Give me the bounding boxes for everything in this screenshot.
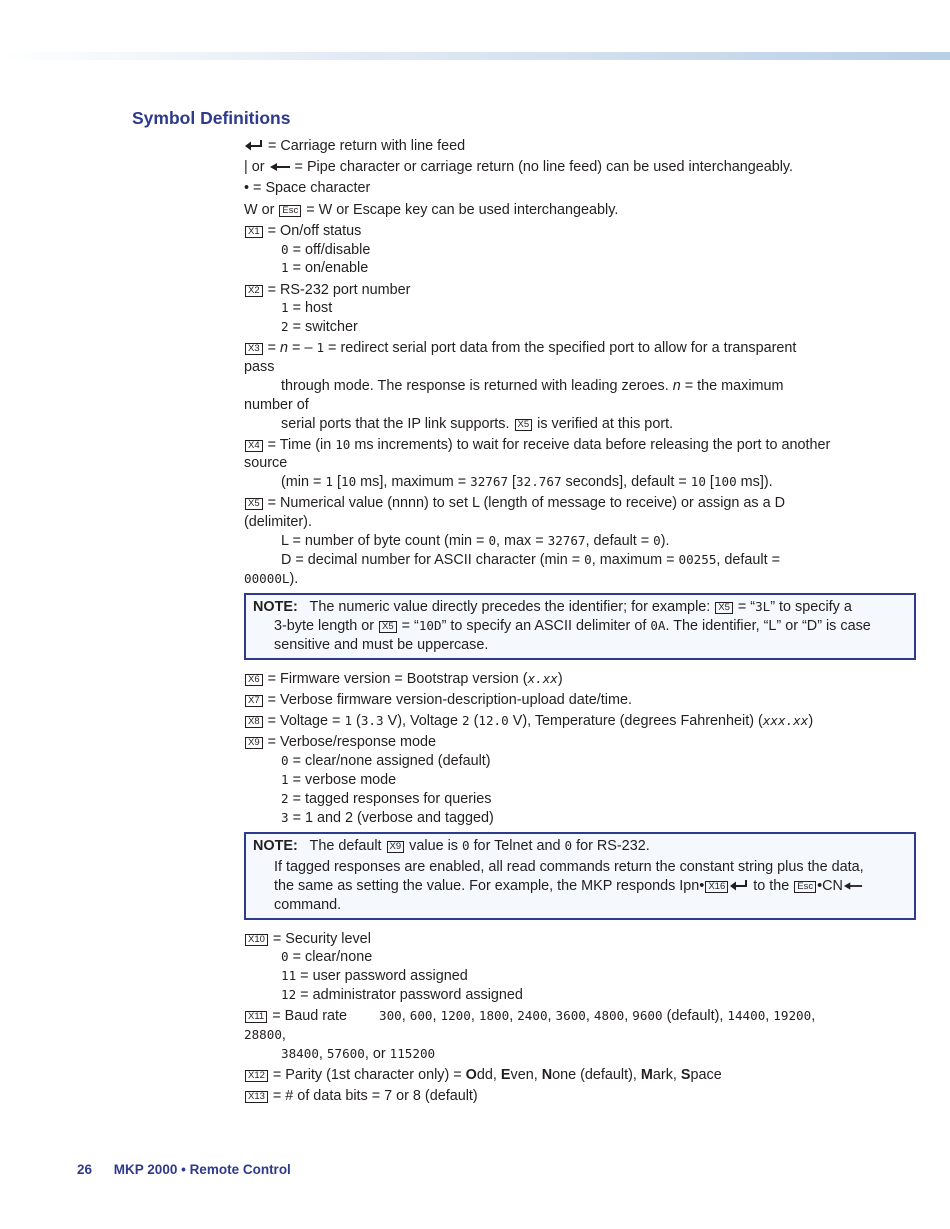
x4-key: X4 — [245, 440, 263, 452]
x9-option: 0 = clear/none assigned (default) — [281, 753, 491, 770]
footer-title: MKP 2000 • Remote Control — [113, 1162, 291, 1177]
x13-key: X13 — [245, 1091, 268, 1103]
def-x4: X4 = Time (in 10 ms increments) to wait for receive data before releasing the port to another — [244, 436, 918, 455]
def-x2 — [244, 281, 918, 300]
def-x7: X7 = Verbose firmware version-description-upload date/time. — [244, 691, 918, 710]
def-escape — [244, 201, 918, 220]
carriage-return-arrow-icon — [729, 879, 749, 891]
x5-key: X5 — [245, 498, 263, 510]
x9-key: X9 — [245, 737, 263, 749]
x8-key: X8 — [245, 716, 263, 728]
esc-key-icon: Esc — [279, 205, 301, 217]
def-text: = RS-232 port number — [267, 281, 411, 298]
def-text: = On/off status — [267, 222, 362, 239]
x16-key: X16 — [705, 881, 728, 893]
bullet-symbol: • — [244, 180, 250, 197]
x10-key: X10 — [245, 934, 268, 946]
def-text: = Pipe character or carriage return (no line feed) can be used interchangeably. — [294, 159, 794, 176]
def-text: = W or Escape key can be used interchangeably. — [306, 201, 619, 218]
x9-option: 2 = tagged responses for queries — [281, 790, 492, 807]
def-x12: X12 = Parity (1st character only) = Odd, Even, None (default), Mark, Space — [244, 1066, 918, 1085]
x5-key: X5 — [379, 621, 397, 633]
pipe-symbol: | — [244, 159, 248, 176]
def-x9: X9 = Verbose/response mode — [244, 733, 918, 752]
note-label: NOTE: — [253, 599, 298, 616]
def-space — [244, 179, 918, 198]
def-text: = Space character — [253, 180, 371, 197]
page-number: 26 — [77, 1162, 93, 1177]
x5-key: X5 — [515, 419, 533, 431]
x9-option: 1 = verbose mode — [281, 772, 397, 788]
note-box: NOTE: The default X9 value is 0 for Telnet and 0 for RS-232. If tagged responses are enabled, all read commands return the constant string plus the data, the same as setting the value. For example, the MKP responds Ipn• X16 to the Esc •CN command. — [244, 832, 916, 919]
x1-option: 0 = off/disable — [281, 241, 371, 258]
or-text: or — [251, 159, 265, 176]
def-x8: X8 = Voltage = 1 (3.3 V), Voltage 2 (12.0 V), Temperature (degrees Fahrenheit) (xxx.xx) — [244, 712, 918, 731]
x10-option: 11 = user password assigned — [281, 968, 468, 985]
esc-key-icon: Esc — [794, 881, 816, 893]
def-x6: X6 = Firmware version = Bootstrap version (x.xx) — [244, 670, 918, 689]
w-or-text: W or — [244, 201, 275, 218]
x2-option: 1 = host — [281, 300, 333, 317]
x2-option: 2 = switcher — [281, 319, 358, 336]
page-footer — [77, 1162, 291, 1177]
note-box: NOTE: The numeric value directly precedes the identifier; for example: X5 = “3L” to specify a 3-byte length or X5 = “10D” to specify an ASCII delimiter of 0A. The identifier, “L” or “D” is case sensitive and must be uppercase. — [244, 593, 916, 659]
def-x13: X13 = # of data bits = 7 or 8 (default) — [244, 1087, 918, 1106]
def-carriage-return — [244, 137, 918, 156]
carriage-return-arrow-icon — [244, 139, 264, 151]
x2-key: X2 — [245, 285, 263, 297]
def-x11: X11 = Baud rate 300, 600, 1200, 1800, 2400, 3600, 4800, 9600 (default), 14400, 19200, — [244, 1007, 918, 1026]
x1-option: 1 = on/enable — [281, 260, 369, 277]
x11-key: X11 — [245, 1011, 267, 1023]
header-gradient-bar — [0, 52, 950, 60]
left-arrow-icon — [843, 881, 863, 891]
def-x3: X3 = n = – 1 = redirect serial port data from the specified port to allow for a transparent — [244, 339, 918, 358]
def-x10: X10 = Security level — [244, 930, 918, 949]
x7-key: X7 — [245, 695, 263, 707]
def-x1 — [244, 222, 918, 241]
x3-key: X3 — [245, 343, 263, 355]
note-label: NOTE: — [253, 838, 298, 855]
x9-option: 3 = 1 and 2 (verbose and tagged) — [281, 809, 494, 826]
x9-key: X9 — [387, 841, 405, 853]
x6-key: X6 — [245, 674, 263, 686]
x1-key: X1 — [245, 226, 263, 238]
x12-key: X12 — [245, 1070, 268, 1082]
left-arrow-icon — [269, 162, 291, 172]
x5-key: X5 — [715, 602, 733, 614]
def-pipe — [244, 158, 918, 177]
def-x5: X5 = Numerical value (nnnn) to set L (length of message to receive) or assign as a D — [244, 494, 918, 513]
x10-option: 12 = administrator password assigned — [281, 986, 523, 1003]
symbol-definitions: = Carriage return with line feed | or = Pipe character or carriage return (no line feed) can be used interchangeably. • = Space character W or Esc = W or Escape key can be used interchangeably. X1 = On/off status 0 = off/disable 1 = on/enable X2 = RS-232 port number 1 = host 2 = switcher X3 = n = – 1 = redirect serial port data from the specified port to allow for a transparent pass through mode. The response is returned with leading zeroes. n = the maximum number of serial ports that the IP link supports. X5 is verified at this port. X4 = Time (in 10 ms increments) to wait for receive data before releasing the port to another source (min = 1 [10 ms], maximum = 32767 [32.767 seconds], default = 10 [100 ms]). X5 = Numerical value (nnnn) to set L (length of message to receive) or assign as a D (delimiter). L = number of byte count (min = 0, max = 32767, default = 0). D = decimal number for ASCII character (min = 0, maximum = 00255, default = 00000L). NOTE: The numeric value directly precedes the identifier; for example: X5 = “3L” to specify a 3-byte length or X5 = “10D” to specify an ASCII delimiter of 0A. The identifier, “L” or “D” is case sensitive and must be uppercase. X6 = Firmware version = Bootstrap version (x.xx) X7 = Verbose firmware version-description-upload date/time. X8 = Voltage = 1 (3.3 V), Voltage 2 (12.0 V), Temperature (degrees Fahrenheit) (xxx.xx) X9 = Verbose/response mode 0 = clear/none assigned (default) 1 = verbose mode 2 = tagged responses for queries 3 = 1 and 2 (verbose and tagged) NOTE: The default X9 value is 0 for Telnet and 0 for RS-232. If tagged responses are enabled, all read commands return the constant string plus the data, the same as setting the value. For example, the MKP responds Ipn• X16 to the Esc •CN command. X10 = Security level 0 = clear/none 11 = user password assigned 12 = administrator password assigned X11 = Baud rate 300, 600, 1200, 1800, 2400, 3600, 4800, 9600 (default), 14400, 19200, 28800, 38400, 57600, or 115200 X12 = Parity (1st character only) = Odd, Even, None (default), Mark, Space X13 = # of data bits = 7 or 8 (default) — [244, 137, 918, 1106]
section-title: Symbol Definitions — [132, 108, 291, 128]
x10-option: 0 = clear/none — [281, 949, 373, 966]
def-text: = Carriage return with line feed — [268, 138, 466, 154]
